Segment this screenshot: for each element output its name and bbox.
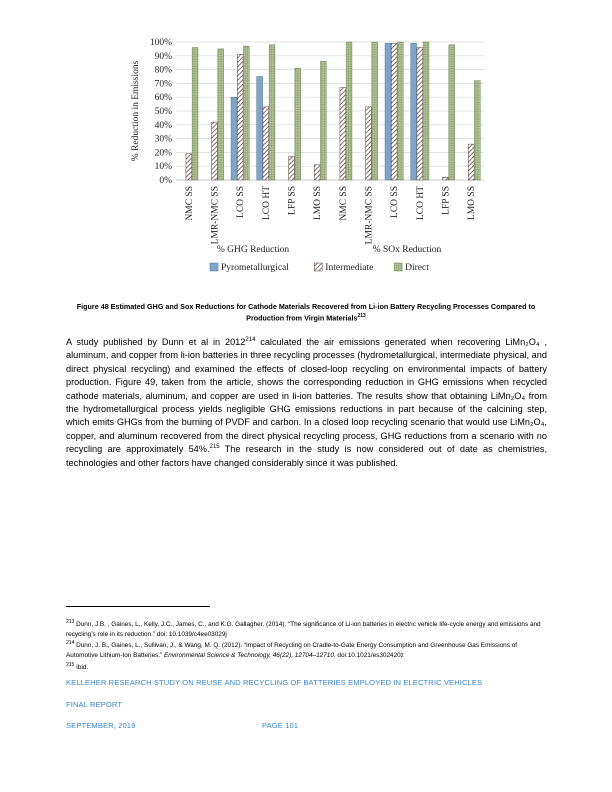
bar-direct-9 [423, 42, 429, 180]
bar-intermediate-9 [417, 48, 423, 180]
paragraph-part-1: A study published by Dunn et al in 2012 [66, 337, 246, 347]
footnote-214-doi: doi:10.1021/es302420z [335, 652, 404, 660]
y-tick-label: 0% [159, 176, 172, 186]
y-axis-title: % Reduction in Emissions [131, 60, 141, 162]
bar-pyrometallurgical-2 [231, 97, 237, 180]
footnote-213 [66, 618, 547, 639]
x-category-label: LMR-NMC SS [364, 186, 375, 245]
footnote-ref-214: 214 [245, 336, 256, 343]
bar-pyrometallurgical-9 [411, 43, 417, 180]
legend-swatch-pyrometallurgical [210, 263, 218, 271]
footnote-214-journal: Environmental Science & Technology, 46(22), 12704–12710. [164, 652, 336, 660]
footnote-215 [66, 661, 547, 673]
bar-intermediate-2 [237, 54, 243, 180]
y-tick-label: 90% [154, 51, 172, 62]
y-tick-label: 70% [154, 79, 172, 90]
y-tick-label: 10% [154, 162, 172, 173]
x-category-label: NMC SS [184, 186, 195, 221]
bar-intermediate-3 [263, 107, 269, 180]
footnote-divider [66, 606, 210, 607]
y-tick-label: 30% [154, 134, 172, 145]
footer-report-label: FINAL REPORT [66, 700, 123, 709]
bar-intermediate-6 [340, 88, 346, 180]
bar-direct-11 [474, 81, 480, 180]
bar-direct-10 [449, 45, 455, 180]
bar-intermediate-0 [186, 154, 192, 180]
bar-intermediate-1 [212, 122, 218, 180]
legend-label-intermediate: Intermediate [325, 263, 374, 273]
y-tick-label: 80% [154, 65, 172, 76]
footnote-213-number: 213 [66, 619, 75, 625]
footnote-214-text: Dunn, J. B., Gaines, L., Sullivan, J., & Wang, M. Q. (2012). “Impact of Recycling on Cradle-to-Gate Energy Consumption and Greenhouse Gas Emissions of Automotive Lithium-Ion Batteries.” [66, 642, 518, 660]
y-tick-label: 20% [154, 148, 172, 159]
bar-direct-6 [346, 42, 352, 180]
footnote-215-text: Ibid. [74, 663, 89, 671]
bar-direct-7 [372, 42, 378, 180]
x-category-label: LFP SS [441, 186, 452, 215]
bar-intermediate-8 [391, 43, 397, 180]
y-tick-label: 50% [154, 107, 172, 117]
figure-caption [70, 302, 542, 322]
x-category-label: LMR-NMC SS [210, 186, 221, 245]
footnote-214 [66, 639, 547, 660]
legend-label-pyrometallurgical: Pyrometallurgical [221, 263, 289, 273]
bar-direct-0 [192, 48, 198, 180]
bar-direct-8 [397, 42, 403, 180]
x-category-label: NMC SS [338, 186, 349, 221]
legend-swatch-direct [394, 263, 402, 271]
x-category-label: LCO SS [390, 186, 401, 218]
legend-swatch-intermediate [314, 263, 322, 271]
x-category-label: LCO HT [261, 186, 272, 221]
footer-date: SEPTEMBER, 2019 [66, 721, 136, 730]
group-label: % GHG Reduction [216, 245, 290, 255]
y-tick-label: 100% [149, 38, 172, 48]
bar-intermediate-10 [443, 177, 449, 180]
legend-label-direct: Direct [405, 263, 429, 273]
footnote-ref-215: 215 [209, 444, 220, 451]
footnotes [66, 618, 547, 672]
bar-direct-3 [269, 45, 275, 180]
paragraph-part-3: The research in the study is now considered out of date as chemistries, technologies and other factors have changed considerably since it was published. [66, 444, 547, 468]
footnote-215-number: 215 [66, 661, 75, 668]
bar-direct-5 [320, 61, 326, 180]
footer-page-number: PAGE 101 [262, 721, 299, 730]
x-category-label: LCO SS [236, 186, 247, 218]
bar-intermediate-4 [289, 157, 295, 180]
caption-footnote-ref: 213 [357, 312, 366, 319]
bar-pyrometallurgical-8 [385, 43, 391, 180]
bar-direct-4 [295, 68, 301, 180]
emissions-reduction-chart [120, 30, 492, 275]
group-label: % SOx Reduction [372, 245, 442, 255]
body-paragraph [66, 336, 547, 470]
x-category-label: LCO HT [415, 186, 426, 221]
footnote-213-text: Dunn, J.B. , Gaines, L., Kelly, J.C., James, C., and K.G. Gallagher. (2014). “The significance of Li-ion batteries in electric vehicle life-cycle energy and emissions and recycling’s role in its reduction.” doi: 10.1039/c4ee03029j [66, 621, 541, 638]
x-category-label: LMO SS [313, 186, 324, 221]
bar-intermediate-7 [366, 107, 372, 180]
y-tick-label: 60% [154, 93, 172, 104]
bar-direct-2 [243, 46, 249, 180]
bar-pyrometallurgical-3 [257, 77, 263, 181]
footnote-214-number: 214 [66, 640, 75, 647]
bar-intermediate-11 [468, 144, 474, 180]
x-category-label: LMO SS [467, 186, 478, 221]
paragraph-part-2: calculated the air emissions generated when recovering LiMn₂O₄ , aluminum, and copper from li-ion batteries in three recycling processes (hydrometallurgical, intermediate physical, and direct physical recycling) and examined the effects of closed-loop recycling on environmental impacts of battery production. Figure 49, taken from the article, shows the corresponding reduction in GHG emissions when recycled cathode materials, aluminum, and copper are used in li-ion batteries. The results show that obtaining LiMn₂O₄ from the hydrometallurgical process yields negligible GHG emissions reductions in part because of the calcining step, which emits GHGs from the burning of PVDF and carbon. In a closed loop recycling scenario that would use LiMn₂O₄, copper, and aluminum recovered from the direct physical recycling process, GHG reductions from a scenario with no recycling are approximately 54%. [66, 337, 548, 455]
x-category-label: LFP SS [287, 186, 298, 215]
caption-text: Figure 48 Estimated GHG and Sox Reductions for Cathode Materials Recovered from Li-ion Battery Recycling Processes Compared to Production from Virgin Materials [76, 302, 536, 322]
bar-intermediate-5 [314, 165, 320, 180]
footer-title: KELLEHER RESEARCH STUDY ON REUSE AND RECYCLING OF BATTERIES EMPLOYED IN ELECTRIC VEHICLES [66, 678, 483, 687]
y-tick-label: 40% [154, 120, 172, 131]
chart-canvas [120, 30, 492, 275]
bar-direct-1 [218, 49, 224, 180]
